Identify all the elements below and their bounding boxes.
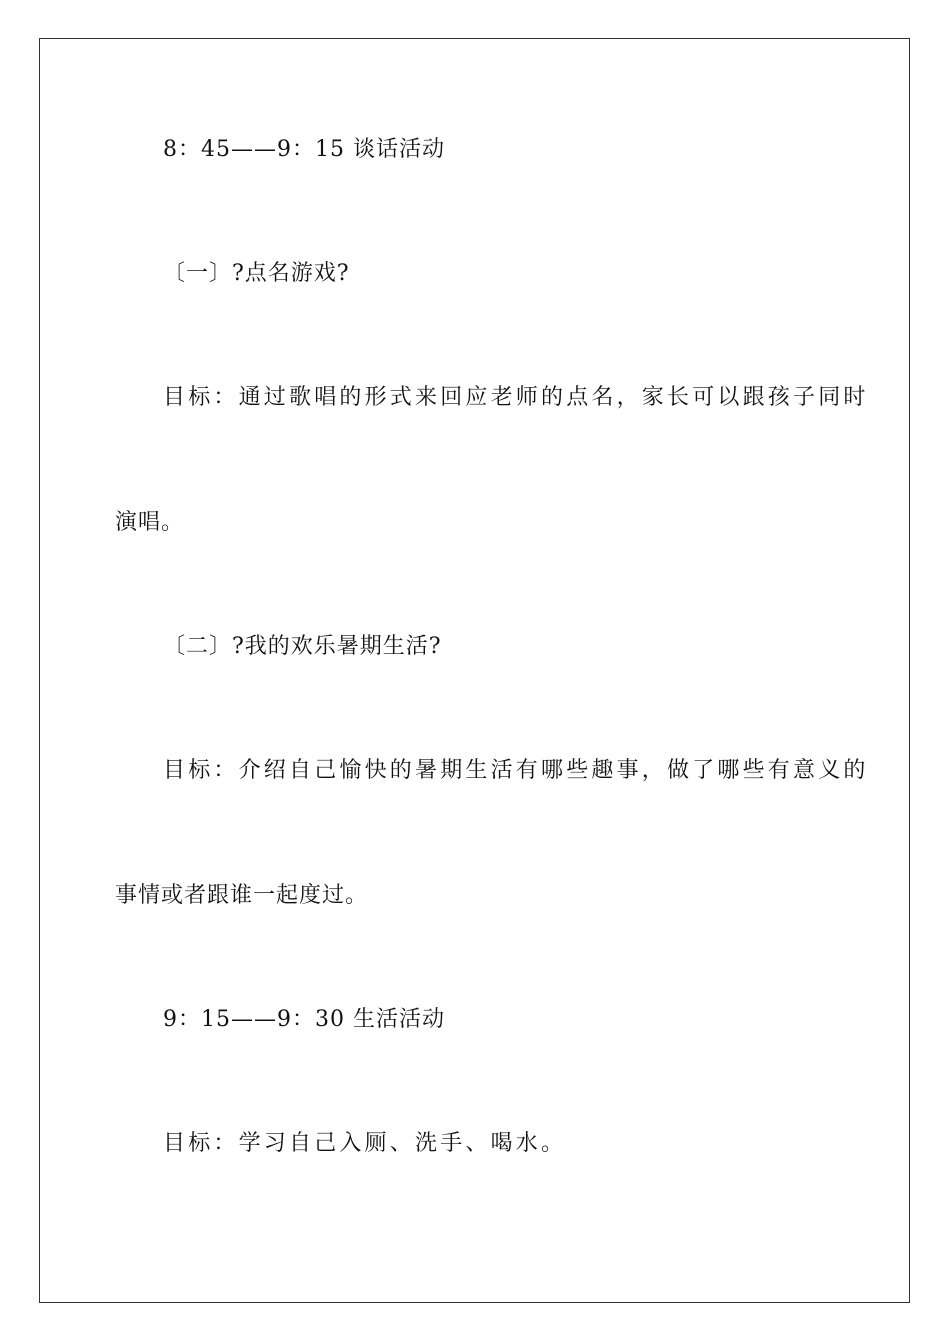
goal-paragraph-3: 目标：学习自己入厕、洗手、喝水。 <box>163 1131 567 1156</box>
page-border <box>39 38 910 1303</box>
subheading-summer-life: 〔二〕?我的欢乐暑期生活? <box>163 634 442 659</box>
goal-paragraph-1-line-1: 目标：通过歌唱的形式来回应老师的点名，家长可以跟孩子同时 <box>163 385 869 410</box>
subheading-roll-call-game: 〔一〕?点名游戏? <box>163 261 350 286</box>
goal-paragraph-1-line-2: 演唱。 <box>115 510 185 535</box>
goal-paragraph-2-line-1: 目标：介绍自己愉快的暑期生活有哪些趣事，做了哪些有意义的 <box>163 758 869 783</box>
schedule-heading-life-activity: 9：15——9：30 生活活动 <box>163 1007 445 1032</box>
goal-paragraph-2-line-2: 事情或者跟谁一起度过。 <box>115 883 369 908</box>
schedule-heading-talk-activity: 8：45——9：15 谈话活动 <box>163 137 445 162</box>
